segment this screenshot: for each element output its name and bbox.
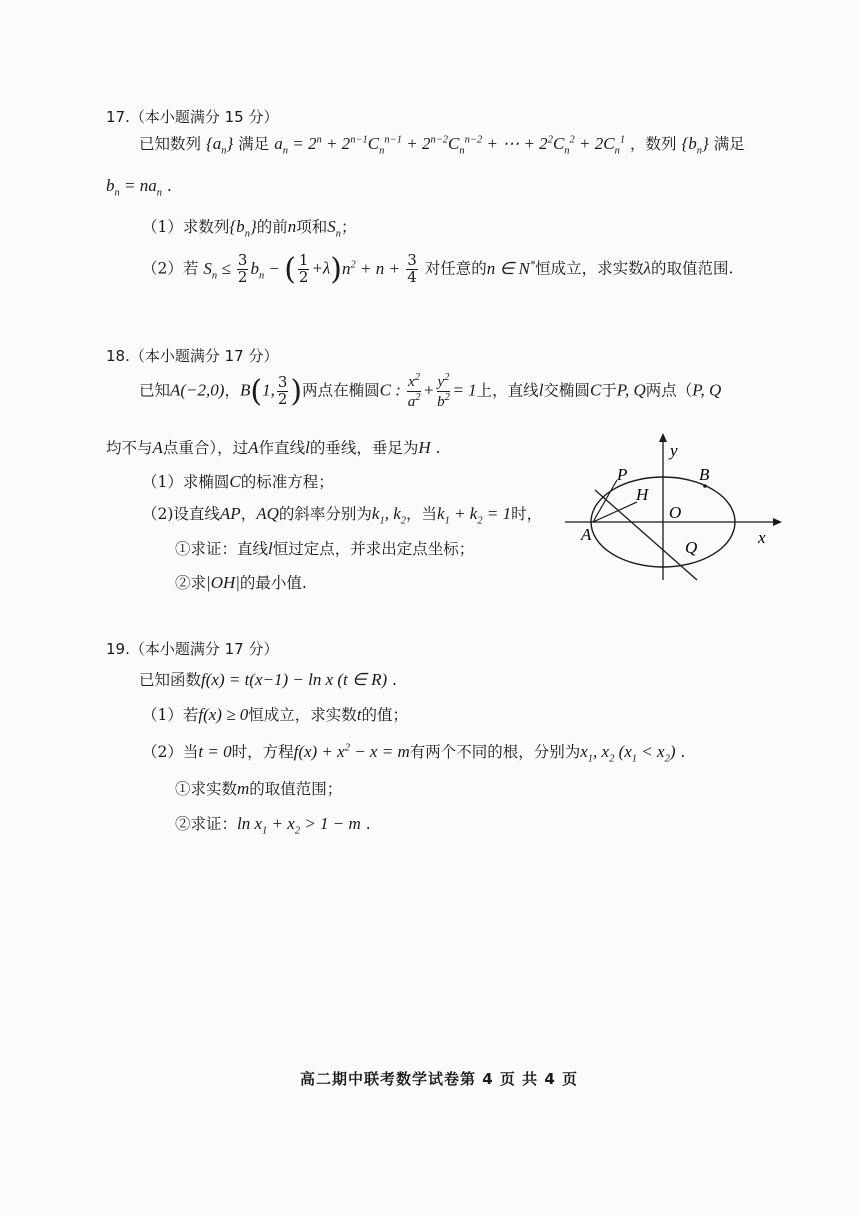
label-y: y: [670, 441, 678, 460]
q17-header: 17.（本小题满分 15 分）: [106, 108, 279, 126]
q18-part2: （2)设直线AP，AQ的斜率分别为$k_1$, $k_2$，当$k_1 + k_2 = 1$时，: [142, 504, 543, 527]
q17-part1: （1）求数列$\{b_n\}$的前n项和$S_n$；: [142, 217, 357, 240]
segment-ap: [593, 480, 617, 522]
q18-part1: （1）求椭圆C的标准方程；: [142, 472, 334, 491]
q18-stem-line2: 均不与A点重合），过A作直线l的垂线，垂足为H .: [106, 438, 441, 457]
x-axis-arrow: [773, 518, 782, 526]
label-q: Q: [685, 538, 698, 557]
q19-part1: （1）若f(x) ≥ 0恒成立，求实数t的值；: [142, 705, 409, 724]
q19-header: 19.（本小题满分 17 分）: [106, 640, 279, 658]
page-footer: 高二期中联考数学试卷第 4 页 共 4 页: [300, 1070, 578, 1088]
q18-sub2: ②求|OH|的最小值.: [175, 573, 307, 592]
q19-sub2: ②求证：$\ln x_1 + x_2 > 1 - m$ .: [175, 814, 371, 837]
ellipse-diagram: [565, 430, 785, 590]
segment-ah: [593, 502, 637, 522]
label-a: A: [581, 525, 592, 544]
label-h: H: [636, 485, 649, 504]
q17-stem-line2: $b_n = na_n$ .: [106, 176, 172, 199]
q18-header: 18.（本小题满分 17 分）: [106, 347, 279, 365]
q17-part2: （2）若 $S_n$ ≤ $\frac{3}{2}$ $b_n$ − ( $\frac{1}{2}$ $+\lambda)n^2 + n$ + $\frac{3}{4}$ 对任意的n ∈ N*恒成立，求实数λ的取值范围.: [142, 251, 734, 287]
label-o: O: [669, 503, 682, 522]
q19-stem: 已知函数f(x) = t(x−1) − ln x (t ∈ R) .: [139, 670, 397, 689]
q19-sub1: ①求实数m的取值范围；: [175, 779, 343, 798]
y-axis-arrow: [659, 433, 667, 442]
label-b: B: [699, 465, 710, 484]
q18-sub1: ①求证：直线l恒过定点，并求出定点坐标；: [175, 539, 475, 558]
point-b: [703, 484, 707, 488]
label-x: x: [758, 528, 766, 547]
label-p: P: [617, 465, 628, 484]
q17-stem-line1: 已知数列 $\{a_n\}$ 满足 $a_n = 2^n + 2^{n-1}C_n^{n-1} + 2^{n-2}C_n^{n-2}$ + ⋯ + $2^2C_n^2 + 2C_n^1$ ，数列 $\{b_n\}$ 满足: [139, 134, 745, 157]
q19-part2: （2）当t = 0时，方程$f(x) + x^2 - x = m$有两个不同的根，分别为$x_1$, $x_2$ $(x_1 < x_2)$ .: [142, 742, 686, 765]
q18-stem-line1: 已知A(−2,0)，B(1, $\frac{3}{2}$ )两点在椭圆C : $\frac{x^2}{a^2}$ + $\frac{y^2}{b^2}$ = 1上，直线l交椭圆C于P, Q两点（P, Q: [139, 372, 722, 410]
